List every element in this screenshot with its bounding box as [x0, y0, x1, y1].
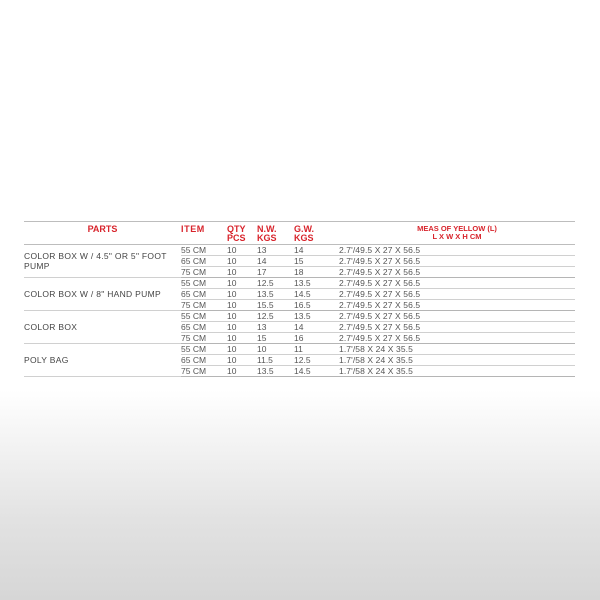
- gw-cell: 15: [294, 256, 339, 267]
- header-meas: [339, 222, 575, 245]
- nw-cell: 12.5: [257, 311, 294, 322]
- nw-cell: 15.5: [257, 300, 294, 311]
- nw-cell: 13.5: [257, 366, 294, 377]
- gw-cell: 13.5: [294, 311, 339, 322]
- meas-cell: 1.7'/58 X 24 X 35.5: [339, 366, 575, 377]
- header-nw-line2: KGS: [257, 233, 277, 243]
- nw-cell: 12.5: [257, 278, 294, 289]
- qty-cell: 10: [227, 267, 257, 278]
- header-qty-line2: PCS: [227, 233, 246, 243]
- qty-cell: 10: [227, 245, 257, 256]
- table-body: [24, 245, 575, 377]
- meas-cell: 2.7'/49.5 X 27 X 56.5: [339, 267, 575, 278]
- header-gw: [294, 222, 339, 245]
- gw-cell: 16.5: [294, 300, 339, 311]
- header-nw: [257, 222, 294, 245]
- part-name: COLOR BOX: [24, 311, 181, 344]
- gw-cell: 14: [294, 322, 339, 333]
- table-row: [24, 245, 575, 256]
- gw-cell: 16: [294, 333, 339, 344]
- qty-cell: 10: [227, 311, 257, 322]
- meas-cell: 2.7'/49.5 X 27 X 56.5: [339, 289, 575, 300]
- meas-cell: 1.7'/58 X 24 X 35.5: [339, 355, 575, 366]
- table-header-row: [24, 222, 575, 245]
- meas-cell: 2.7'/49.5 X 27 X 56.5: [339, 333, 575, 344]
- nw-cell: 15: [257, 333, 294, 344]
- item-cell: 65 CM: [181, 289, 227, 300]
- meas-cell: 2.7'/49.5 X 27 X 56.5: [339, 245, 575, 256]
- item-cell: 55 CM: [181, 278, 227, 289]
- header-nw-line1: N.W.: [257, 224, 277, 234]
- meas-cell: 2.7'/49.5 X 27 X 56.5: [339, 322, 575, 333]
- item-cell: 75 CM: [181, 300, 227, 311]
- meas-cell: 2.7'/49.5 X 27 X 56.5: [339, 256, 575, 267]
- nw-cell: 14: [257, 256, 294, 267]
- gw-cell: 14.5: [294, 366, 339, 377]
- header-qty-line1: QTY: [227, 224, 246, 234]
- nw-cell: 17: [257, 267, 294, 278]
- item-cell: 65 CM: [181, 322, 227, 333]
- table-row: [24, 311, 575, 322]
- gw-cell: 14: [294, 245, 339, 256]
- gw-cell: 14.5: [294, 289, 339, 300]
- item-cell: 55 CM: [181, 344, 227, 355]
- qty-cell: 10: [227, 344, 257, 355]
- header-item: ITEM: [181, 222, 227, 245]
- qty-cell: 10: [227, 300, 257, 311]
- qty-cell: 10: [227, 256, 257, 267]
- header-meas-line1: MEAS OF YELLOW (L): [417, 224, 497, 233]
- meas-cell: 2.7'/49.5 X 27 X 56.5: [339, 311, 575, 322]
- qty-cell: 10: [227, 355, 257, 366]
- packing-spec-table: [24, 221, 575, 377]
- gw-cell: 13.5: [294, 278, 339, 289]
- meas-cell: 2.7'/49.5 X 27 X 56.5: [339, 278, 575, 289]
- header-qty: [227, 222, 257, 245]
- meas-cell: 2.7'/49.5 X 27 X 56.5: [339, 300, 575, 311]
- header-meas-line2: L X W X H CM: [432, 232, 482, 241]
- gw-cell: 11: [294, 344, 339, 355]
- item-cell: 75 CM: [181, 267, 227, 278]
- qty-cell: 10: [227, 366, 257, 377]
- meas-cell: 1.7'/58 X 24 X 35.5: [339, 344, 575, 355]
- nw-cell: 13: [257, 245, 294, 256]
- qty-cell: 10: [227, 278, 257, 289]
- nw-cell: 10: [257, 344, 294, 355]
- item-cell: 55 CM: [181, 245, 227, 256]
- nw-cell: 13.5: [257, 289, 294, 300]
- header-parts: PARTS: [24, 222, 181, 245]
- item-cell: 55 CM: [181, 311, 227, 322]
- item-cell: 65 CM: [181, 256, 227, 267]
- part-name: POLY BAG: [24, 344, 181, 377]
- nw-cell: 13: [257, 322, 294, 333]
- item-cell: 65 CM: [181, 355, 227, 366]
- item-cell: 75 CM: [181, 366, 227, 377]
- nw-cell: 11.5: [257, 355, 294, 366]
- table-row: [24, 344, 575, 355]
- table-row: [24, 278, 575, 289]
- gw-cell: 18: [294, 267, 339, 278]
- part-name: COLOR BOX W / 8" HAND PUMP: [24, 278, 181, 311]
- qty-cell: 10: [227, 289, 257, 300]
- qty-cell: 10: [227, 333, 257, 344]
- qty-cell: 10: [227, 322, 257, 333]
- item-cell: 75 CM: [181, 333, 227, 344]
- header-gw-line1: G.W.: [294, 224, 314, 234]
- header-gw-line2: KGS: [294, 233, 314, 243]
- part-name: COLOR BOX W / 4.5" OR 5" FOOT PUMP: [24, 245, 181, 278]
- gw-cell: 12.5: [294, 355, 339, 366]
